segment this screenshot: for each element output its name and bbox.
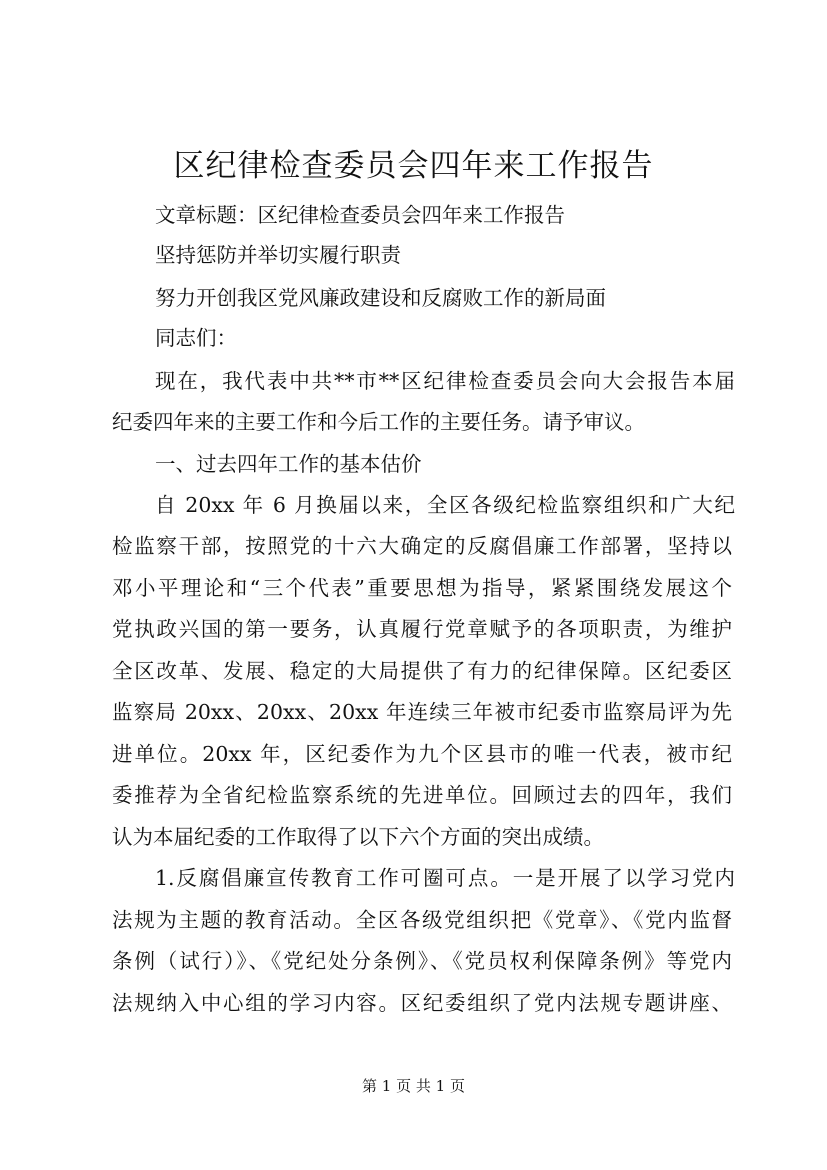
subtitle-line-1: 坚持惩防并举切实履行职责	[155, 243, 401, 267]
salutation: 同志们：	[155, 326, 237, 350]
paragraph-line: 监察局 20xx、20xx、20xx 年连续三年被市纪委市监察局评为先	[112, 700, 732, 724]
paragraph-line: 现在，我代表中共**市**区纪律检查委员会向大会报告本届	[155, 369, 735, 393]
paragraph-line: 党执政兴国的第一要务，认真履行党章赋予的各项职责，为维护	[112, 617, 732, 641]
paragraph-line: 全区改革、发展、稳定的大局提供了有力的纪律保障。区纪委区	[112, 659, 732, 683]
subtitle-line-2: 努力开创我区党风廉政建设和反腐败工作的新局面	[155, 286, 606, 310]
paragraph-line: 法规为主题的教育活动。全区各级党组织把《党章》、《党内监督	[112, 908, 732, 932]
document-title: 区纪律检查委员会四年来工作报告	[173, 148, 654, 184]
paragraph-line: 纪委四年来的主要工作和今后工作的主要任务。请予审议。	[112, 410, 645, 434]
paragraph-line: 检监察干部，按照党的十六大确定的反腐倡廉工作部署，坚持以	[112, 534, 732, 558]
paragraph-line: 1.反腐倡廉宣传教育工作可圈可点。一是开展了以学习党内	[155, 866, 735, 890]
paragraph-line: 邓小平理论和“三个代表”重要思想为指导，紧紧围绕发展这个	[112, 576, 732, 600]
paragraph-line: 认为本届纪委的工作取得了以下六个方面的突出成绩。	[112, 825, 604, 849]
article-title-line: 文章标题：区纪律检查委员会四年来工作报告	[155, 203, 565, 227]
paragraph-line: 委推荐为全省纪检监察系统的先进单位。回顾过去的四年，我们	[112, 783, 732, 807]
page-footer: 第 1 页 共 1 页	[362, 1077, 465, 1095]
section-heading: 一、过去四年工作的基本估价	[155, 452, 422, 476]
paragraph-line: 条例（试行）》、《党纪处分条例》、《党员权利保障条例》等党内	[112, 949, 732, 973]
paragraph-line: 法规纳入中心组的学习内容。区纪委组织了党内法规专题讲座、	[112, 991, 732, 1015]
paragraph-line: 自 20xx 年 6 月换届以来，全区各级纪检监察组织和广大纪	[155, 493, 735, 517]
paragraph-line: 进单位。20xx 年，区纪委作为九个区县市的唯一代表，被市纪	[112, 742, 732, 766]
